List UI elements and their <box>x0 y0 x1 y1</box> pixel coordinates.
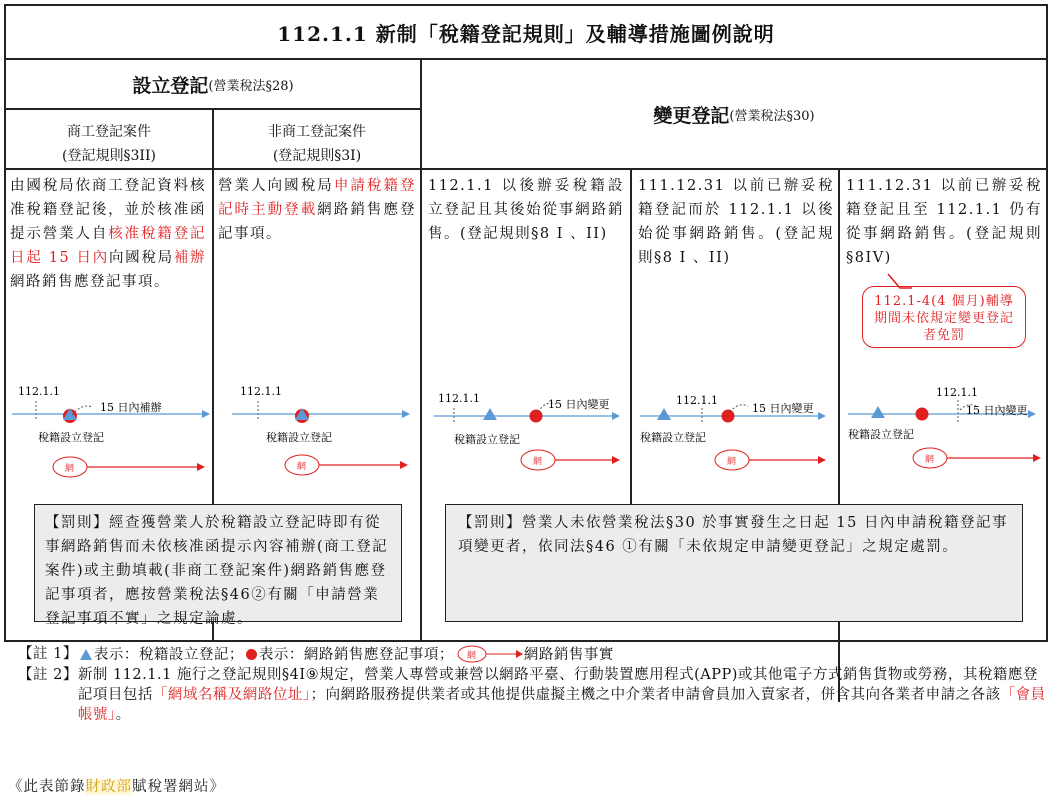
establish-header <box>6 60 420 108</box>
cell-commercial: 由國稅局依商工登記資料核准稅籍登記後，並於核准函提示營業人自核准稅籍登記日起 15 日內向國稅局補辦網路銷售應登記事項。 <box>10 178 207 290</box>
mof-link[interactable]: 財政部 <box>85 779 132 795</box>
penalty-establish: 【罰則】經查獲營業人於稅籍設立登記時即有從事網路銷售而未依核准函提示內容補辦(商工登記案件)或主動填載(非商工登記案件)網路銷售應登記事項者，應按營業稅法§46②有關「申請營業登記事項不實」之規定論處。 <box>34 504 402 622</box>
commercial-rule: (登記規則§3II) <box>62 148 156 164</box>
notes <box>18 644 1048 725</box>
noncommercial-header <box>214 120 420 168</box>
svg-text:15 日內變更: 15 日內變更 <box>966 404 1028 417</box>
establish-heading: 設立登記 <box>132 74 209 97</box>
svg-text:網: 網 <box>466 651 477 661</box>
dot-icon <box>246 649 257 660</box>
timeline-change-after <box>640 390 830 484</box>
cell-change-after: 111.12.31 以前已辦妥稅籍登記而於 112.1.1 以後始從事網路銷售。(登記規則§8 I 、II) <box>638 178 834 266</box>
svg-text:網: 網 <box>727 457 737 467</box>
svg-text:稅籍設立登記: 稅籍設立登記 <box>266 431 332 444</box>
timeline-reg-label: 稅籍設立登記 <box>38 431 104 444</box>
svg-text:112.1.1: 112.1.1 <box>936 386 978 399</box>
svg-text:網: 網 <box>533 457 543 467</box>
timeline-label: 15 日內補辦 <box>100 401 162 414</box>
svg-text:112.1.1: 112.1.1 <box>676 394 718 407</box>
cell-change-new: 112.1.1 以後辦妥稅籍設立登記且其後始從事網路銷售。(登記規則§8 I 、II) <box>428 178 624 242</box>
timeline-commercial <box>12 385 212 484</box>
change-heading: 變更登記 <box>653 104 730 127</box>
commercial-header <box>6 120 212 168</box>
svg-text:稅籍設立登記: 稅籍設立登記 <box>454 433 520 446</box>
svg-text:112.1.1: 112.1.1 <box>240 385 282 398</box>
note-2: 【註 2】 新制 112.1.1 施行之登記規則§4I⑨規定，營業人專營或兼營以網路平臺、行動裝置應用程式(APP)或其他電子方式銷售貨物或勞務，其稅籍應登記項目包括「網域名稱及網路位址」；向網路服務提供業者或其他提供虛擬主機之中介業者申請會員加入賣家者，併含其向各業者申請之各該「會員帳號」。 <box>18 667 1046 723</box>
timeline-change-existing <box>848 384 1043 483</box>
commercial-label: 商工登記案件 <box>67 124 151 140</box>
noncommercial-label: 非商工登記案件 <box>268 124 366 140</box>
svg-text:15 日內變更: 15 日內變更 <box>752 402 814 415</box>
triangle-icon <box>80 649 92 660</box>
noncommercial-rule: (登記規則§3I) <box>272 148 362 164</box>
change-header <box>422 60 1046 168</box>
page-title: 112.1.1 新制「稅籍登記規則」及輔導措施圖例說明 <box>4 4 1048 60</box>
net-oval-icon <box>454 644 524 664</box>
timeline-date: 112.1.1 <box>18 385 60 398</box>
timeline-noncommercial <box>232 385 417 484</box>
svg-text:15 日內變更: 15 日內變更 <box>548 398 610 411</box>
grace-period-bubble: 112.1-4(4 個月)輔導期間未依規定變更登記者免罰 <box>862 286 1026 348</box>
svg-text:稅籍設立登記: 稅籍設立登記 <box>848 428 914 441</box>
svg-text:網: 網 <box>925 455 935 465</box>
svg-text:112.1.1: 112.1.1 <box>438 392 480 405</box>
note-1: 【註 1】 表示：稅籍設立登記； 表示：網路銷售應登記事項； 網 網路銷售事實 <box>18 646 614 663</box>
svg-text:稅籍設立登記: 稅籍設立登記 <box>640 431 706 444</box>
svg-text:網: 網 <box>297 462 307 472</box>
source-footer: 《此表節錄財政部賦稅署網站》 <box>8 779 225 795</box>
timeline-change-new <box>434 390 624 484</box>
penalty-change: 【罰則】營業人未依營業稅法§30 於事實發生之日起 15 日內申請稅籍登記事項變更者，依同法§46 ①有關「未依規定申請變更登記」之規定處罰。 <box>445 504 1023 622</box>
cell-noncommercial: 營業人向國稅局申請稅籍登記時主動登載網路銷售應登記事項。 <box>218 178 417 242</box>
establish-law: (營業稅法§28) <box>208 78 294 94</box>
change-law: (營業稅法§30) <box>729 108 815 124</box>
svg-text:網: 網 <box>65 464 75 474</box>
cell-change-existing: 111.12.31 以前已辦妥稅籍登記且至 112.1.1 仍有從事網路銷售。(登記規則§8IV) <box>846 178 1042 266</box>
